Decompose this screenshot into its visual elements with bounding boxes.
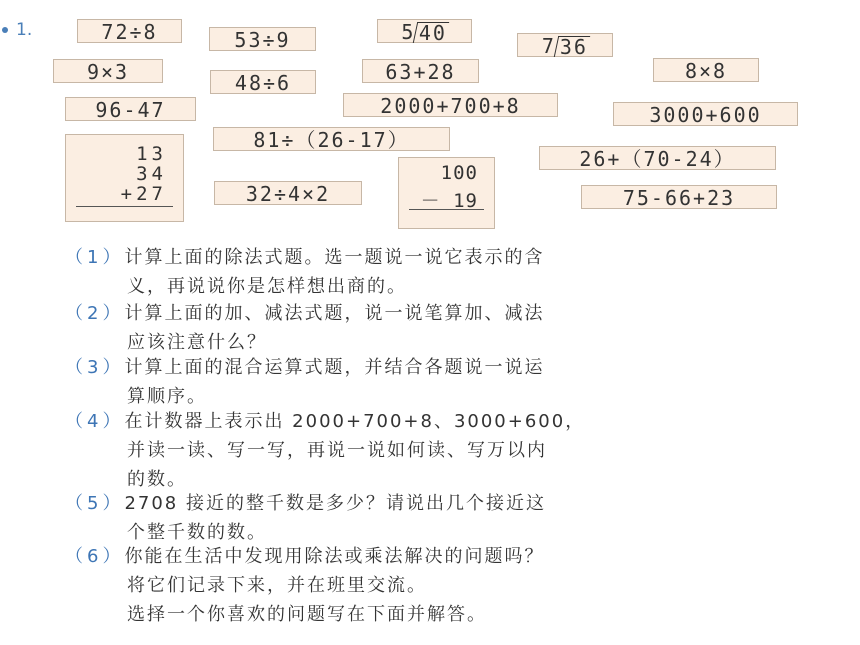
long-division-40-by-5: 5 40 bbox=[377, 19, 472, 43]
expr-2000-plus-700-plus-8: 2000+700+8 bbox=[343, 93, 558, 117]
expr-26-plus-70-minus-24: 26+（70-24） bbox=[539, 146, 776, 170]
vertical-addition: 13 34 +27 bbox=[65, 134, 184, 222]
question-2: （2）计算上面的加、减法式题，说一说笔算加、减法 应该注意什么？ bbox=[65, 303, 545, 353]
question-4: （4）在计数器上表示出 2000+700+8、3000+600， 并读一读、写一写，再说一说如何读、写万以内 的数。 bbox=[65, 411, 586, 490]
expr-8-mul-8: 8×8 bbox=[653, 58, 759, 82]
expr-96-minus-47: 96-47 bbox=[65, 97, 196, 121]
expr-53-div-9: 53÷9 bbox=[209, 27, 316, 51]
expr-72-div-8: 72÷8 bbox=[77, 19, 182, 43]
question-5: （5）2708 接近的整千数是多少？请说出几个接近这 个整千数的数。 bbox=[65, 493, 546, 543]
exercise-number: 1. bbox=[2, 20, 32, 40]
question-3: （3）计算上面的混合运算式题，并结合各题说一说运 算顺序。 bbox=[65, 357, 545, 407]
subtraction-underline bbox=[409, 209, 484, 210]
expr-48-div-6: 48÷6 bbox=[210, 70, 316, 94]
expr-81-div-26-minus-17: 81÷（26-17） bbox=[213, 127, 450, 151]
expr-3000-plus-600: 3000+600 bbox=[613, 102, 798, 126]
question-1: （1）计算上面的除法式题。选一题说一说它表示的含 义，再说说你是怎样想出商的。 bbox=[65, 247, 545, 297]
vertical-subtraction: 100 － 19 bbox=[398, 157, 495, 229]
expr-32-div-4-mul-2: 32÷4×2 bbox=[214, 181, 362, 205]
expr-9-mul-3: 9×3 bbox=[53, 59, 163, 83]
bullet-dot bbox=[2, 27, 8, 33]
addition-underline bbox=[76, 206, 173, 207]
expr-63-plus-28: 63+28 bbox=[362, 59, 479, 83]
long-division-36-by-7: 7 36 bbox=[517, 33, 613, 57]
question-6: （6）你能在生活中发现用除法或乘法解决的问题吗？ 将它们记录下来，并在班里交流。 选择一个你喜欢的问题写在下面并解答。 bbox=[65, 546, 545, 625]
expr-75-minus-66-plus-23: 75-66+23 bbox=[581, 185, 777, 209]
